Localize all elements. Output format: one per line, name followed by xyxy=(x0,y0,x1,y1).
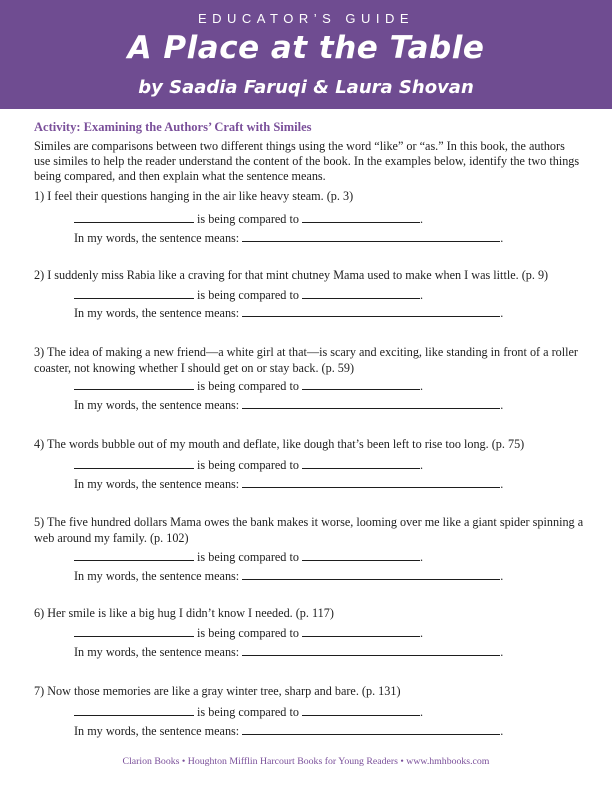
question-prompt: 5) The five hundred dollars Mama owes the bank makes it worse, looming over me like a giant spider spinning a web around my family. (p. 102) xyxy=(34,515,584,545)
compare-row-4 xyxy=(74,457,423,473)
guide-header xyxy=(0,0,612,109)
question-3 xyxy=(34,345,586,376)
compare-row-1 xyxy=(74,211,423,227)
compare-blank-a[interactable] xyxy=(74,704,194,716)
meaning-label: In my words, the sentence means: xyxy=(74,477,240,491)
meaning-label: In my words, the sentence means: xyxy=(74,724,240,738)
compare-blank-b[interactable] xyxy=(302,625,420,637)
compare-blank-a[interactable] xyxy=(74,378,194,390)
compare-blank-b[interactable] xyxy=(302,704,420,716)
meaning-row-7 xyxy=(74,723,503,739)
question-1 xyxy=(34,189,586,205)
compare-blank-b[interactable] xyxy=(302,287,420,299)
question-prompt: 3) The idea of making a new friend—a white girl at that—is scary and exciting, like standing in front of a roller coaster, not knowing whether I should get on or stay back. (p. 59) xyxy=(34,345,578,375)
publisher-footer: Clarion Books • Houghton Mifflin Harcourt Books for Young Readers • www.hmhbooks.com xyxy=(122,756,490,767)
meaning-blank[interactable] xyxy=(242,230,500,242)
activity-intro-section xyxy=(34,119,584,184)
compare-row-5 xyxy=(74,549,423,565)
activity-title: Activity: Examining the Authors’ Craft with Similes xyxy=(34,120,312,134)
question-2 xyxy=(34,268,586,284)
compare-blank-b[interactable] xyxy=(302,549,420,561)
meaning-blank[interactable] xyxy=(242,644,500,656)
period: . xyxy=(500,398,504,412)
period: . xyxy=(419,458,424,472)
compare-blank-a[interactable] xyxy=(74,625,194,637)
meaning-blank[interactable] xyxy=(242,723,500,735)
period: . xyxy=(500,724,504,738)
question-prompt: 7) Now those memories are like a gray winter tree, sharp and bare. (p. 131) xyxy=(34,684,401,698)
book-title: A Place at the Table xyxy=(127,30,485,66)
period: . xyxy=(500,569,504,583)
compare-label: is being compared to xyxy=(197,705,299,719)
compare-blank-b[interactable] xyxy=(302,211,420,223)
meaning-row-6 xyxy=(74,644,503,660)
question-5 xyxy=(34,515,586,546)
compare-blank-a[interactable] xyxy=(74,549,194,561)
meaning-row-5 xyxy=(74,568,503,584)
compare-blank-a[interactable] xyxy=(74,287,194,299)
question-6 xyxy=(34,606,586,622)
question-prompt: 6) Her smile is like a big hug I didn’t know I needed. (p. 117) xyxy=(34,606,334,620)
period: . xyxy=(500,231,504,245)
meaning-row-1 xyxy=(74,230,503,246)
meaning-blank[interactable] xyxy=(242,305,500,317)
period: . xyxy=(419,550,424,564)
compare-row-3 xyxy=(74,378,423,394)
meaning-label: In my words, the sentence means: xyxy=(74,306,240,320)
compare-blank-a[interactable] xyxy=(74,211,194,223)
meaning-blank[interactable] xyxy=(242,397,500,409)
meaning-blank[interactable] xyxy=(242,568,500,580)
question-prompt: 2) I suddenly miss Rabia like a craving for that mint chutney Mama used to make when I was little. (p. 9) xyxy=(34,268,549,282)
question-prompt: 4) The words bubble out of my mouth and deflate, like dough that’s been left to rise too long. (p. 75) xyxy=(34,437,525,451)
compare-label: is being compared to xyxy=(197,550,299,564)
compare-blank-a[interactable] xyxy=(74,457,194,469)
compare-label: is being compared to xyxy=(197,288,299,302)
question-4 xyxy=(34,437,586,453)
compare-label: is being compared to xyxy=(197,626,299,640)
guide-eyebrow: EDUCATOR’S GUIDE xyxy=(197,11,415,26)
period: . xyxy=(500,477,504,491)
period: . xyxy=(419,705,424,719)
question-prompt: 1) I feel their questions hanging in the air like heavy steam. (p. 3) xyxy=(34,189,354,203)
book-byline: by Saadia Faruqi & Laura Shovan xyxy=(138,77,474,98)
meaning-row-2 xyxy=(74,305,503,321)
period: . xyxy=(419,379,424,393)
period: . xyxy=(500,645,504,659)
meaning-label: In my words, the sentence means: xyxy=(74,231,240,245)
compare-label: is being compared to xyxy=(197,458,299,472)
compare-label: is being compared to xyxy=(197,379,299,393)
meaning-label: In my words, the sentence means: xyxy=(74,645,240,659)
compare-blank-b[interactable] xyxy=(302,378,420,390)
period: . xyxy=(500,306,504,320)
period: . xyxy=(419,212,424,226)
period: . xyxy=(419,288,424,302)
compare-blank-b[interactable] xyxy=(302,457,420,469)
compare-row-7 xyxy=(74,704,423,720)
meaning-row-3 xyxy=(74,397,503,413)
activity-intro: Similes are comparisons between two different things using the word “like” or “as.” In this book, the authors use similes to help the reader understand the content of the book. In the examples below, identify the two things being compared, and then explain what the sentence means. xyxy=(34,139,580,183)
compare-row-6 xyxy=(74,625,423,641)
meaning-blank[interactable] xyxy=(242,476,500,488)
period: . xyxy=(419,626,424,640)
question-7 xyxy=(34,684,586,700)
meaning-label: In my words, the sentence means: xyxy=(74,569,240,583)
compare-label: is being compared to xyxy=(197,212,299,226)
compare-row-2 xyxy=(74,287,423,303)
meaning-row-4 xyxy=(74,476,503,492)
meaning-label: In my words, the sentence means: xyxy=(74,398,240,412)
